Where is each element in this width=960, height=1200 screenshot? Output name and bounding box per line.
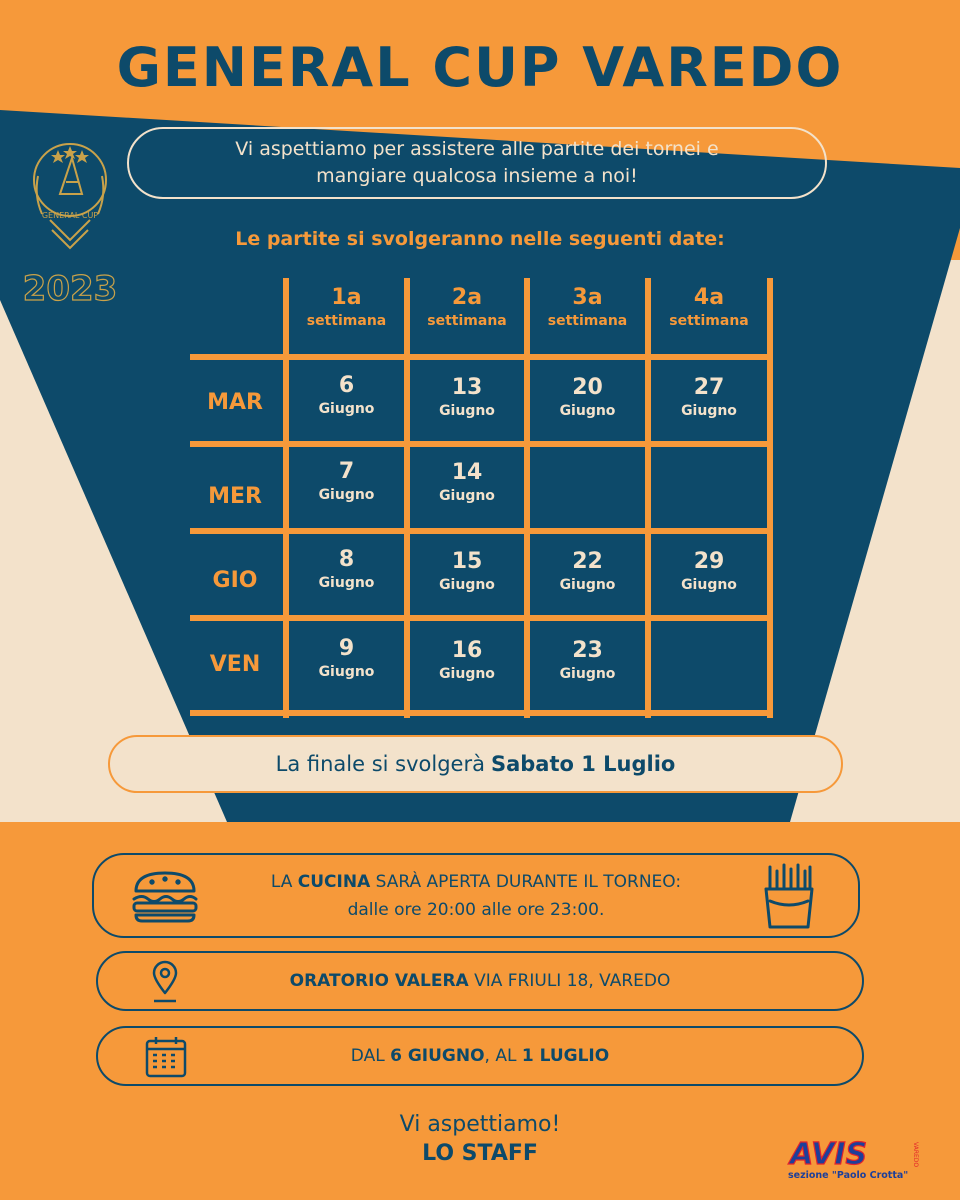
general-cup-logo xyxy=(22,136,118,310)
day-label-ven: VEN xyxy=(209,652,261,677)
finale-banner xyxy=(108,735,843,793)
date-cell xyxy=(410,637,524,683)
week-label: settimana xyxy=(306,313,387,329)
date-month: Giugno xyxy=(439,488,495,504)
dates-info xyxy=(96,1026,864,1086)
map-pin-icon xyxy=(150,959,180,1010)
location-address: VIA FRIULI 18, VAREDO xyxy=(468,971,671,991)
avis-wordmark: AVIS xyxy=(790,1137,868,1172)
date-month: Giugno xyxy=(318,664,375,680)
date-day: 7 xyxy=(338,459,355,484)
avis-logo xyxy=(786,1134,936,1184)
week-label: settimana xyxy=(547,313,628,329)
date-day: 13 xyxy=(451,375,483,400)
date-cell xyxy=(289,546,404,592)
grid-line xyxy=(767,278,773,718)
date-day: 16 xyxy=(451,638,483,663)
date-cell xyxy=(651,548,767,594)
day-label-gio: GIO xyxy=(212,568,258,593)
fries-icon xyxy=(762,861,816,936)
date-day: 22 xyxy=(572,549,603,574)
date-cell xyxy=(530,374,645,420)
dates-end: 1 LUGLIO xyxy=(521,1046,610,1066)
date-day: 15 xyxy=(451,549,483,574)
date-month: Giugno xyxy=(318,487,375,503)
date-day: 8 xyxy=(338,547,355,572)
week-number: 4a xyxy=(693,285,725,310)
burger-icon xyxy=(130,869,200,930)
intro-line-1: Vi aspettiamo per assistere alle partite dei tornei e xyxy=(235,138,719,160)
finale-date: Sabato 1 Luglio xyxy=(490,752,676,776)
date-day: 14 xyxy=(451,460,483,485)
avis-side-label: VAREDO xyxy=(912,1142,919,1168)
date-day: 29 xyxy=(693,549,725,574)
date-cell xyxy=(289,635,404,681)
schedule-subtitle: Le partite si svolgeranno nelle seguenti date: xyxy=(235,228,725,250)
grid-line xyxy=(190,441,773,447)
date-month: Giugno xyxy=(439,666,495,682)
date-month: Giugno xyxy=(318,575,375,591)
date-cell xyxy=(289,458,404,504)
location-info xyxy=(96,951,864,1011)
grid-line xyxy=(190,710,773,716)
week-header-3 xyxy=(530,284,645,330)
kitchen-text-1: LA xyxy=(270,871,298,892)
kitchen-hours: dalle ore 20:00 alle ore 23:00. xyxy=(347,899,605,920)
date-day: 6 xyxy=(338,373,355,398)
page-title: GENERAL CUP VAREDO xyxy=(116,36,844,99)
grid-line xyxy=(190,528,773,534)
date-cell xyxy=(530,548,645,594)
location-name: ORATORIO VALERA xyxy=(289,971,469,991)
logo-year: 2023 xyxy=(22,269,118,309)
date-cell xyxy=(289,372,404,418)
date-month: Giugno xyxy=(439,403,495,419)
date-day: 27 xyxy=(693,375,725,400)
intro-message xyxy=(127,127,827,199)
week-label: settimana xyxy=(669,313,749,329)
dates-start: 6 GIUGNO xyxy=(390,1046,485,1066)
date-cell xyxy=(410,374,524,420)
date-cell xyxy=(530,637,645,683)
week-number: 1a xyxy=(331,285,362,310)
footer-signature: LO STAFF xyxy=(422,1141,538,1166)
kitchen-highlight: CUCINA xyxy=(297,871,371,892)
logo-name: GENERAL CUP xyxy=(41,211,99,220)
week-number: 3a xyxy=(572,285,603,310)
week-header-1 xyxy=(289,284,404,330)
week-number: 2a xyxy=(451,285,483,310)
date-cell xyxy=(410,459,524,505)
kitchen-text-2: SARÀ APERTA DURANTE IL TORNEO: xyxy=(370,871,682,892)
footer-greeting: Vi aspettiamo! xyxy=(399,1112,561,1137)
intro-line-2: mangiare qualcosa insieme a noi! xyxy=(316,165,638,187)
date-month: Giugno xyxy=(559,666,616,682)
grid-line xyxy=(190,615,773,621)
dates-text-1: DAL xyxy=(350,1046,391,1066)
date-cell xyxy=(410,548,524,594)
dates-text-2: , AL xyxy=(484,1046,522,1066)
kitchen-info xyxy=(92,853,860,938)
date-month: Giugno xyxy=(681,403,737,419)
date-day: 23 xyxy=(572,638,603,663)
calendar-icon xyxy=(144,1035,188,1084)
date-month: Giugno xyxy=(559,403,616,419)
date-month: Giugno xyxy=(318,401,375,417)
grid-line xyxy=(645,278,651,718)
week-header-4 xyxy=(651,284,767,330)
week-header-2 xyxy=(410,284,524,330)
finale-prefix: La finale si svolgerà xyxy=(275,752,485,776)
grid-line xyxy=(190,354,773,360)
date-month: Giugno xyxy=(681,577,737,593)
date-month: Giugno xyxy=(439,577,495,593)
date-day: 9 xyxy=(338,636,355,661)
week-label: settimana xyxy=(427,313,507,329)
schedule-grid xyxy=(190,278,775,718)
date-month: Giugno xyxy=(559,577,616,593)
avis-section: sezione "Paolo Crotta" xyxy=(788,1170,909,1181)
day-label-mar: MAR xyxy=(207,390,263,415)
date-day: 20 xyxy=(572,375,603,400)
kitchen-line-1 xyxy=(271,872,681,892)
day-label-mer: MER xyxy=(208,484,262,509)
date-cell xyxy=(651,374,767,420)
